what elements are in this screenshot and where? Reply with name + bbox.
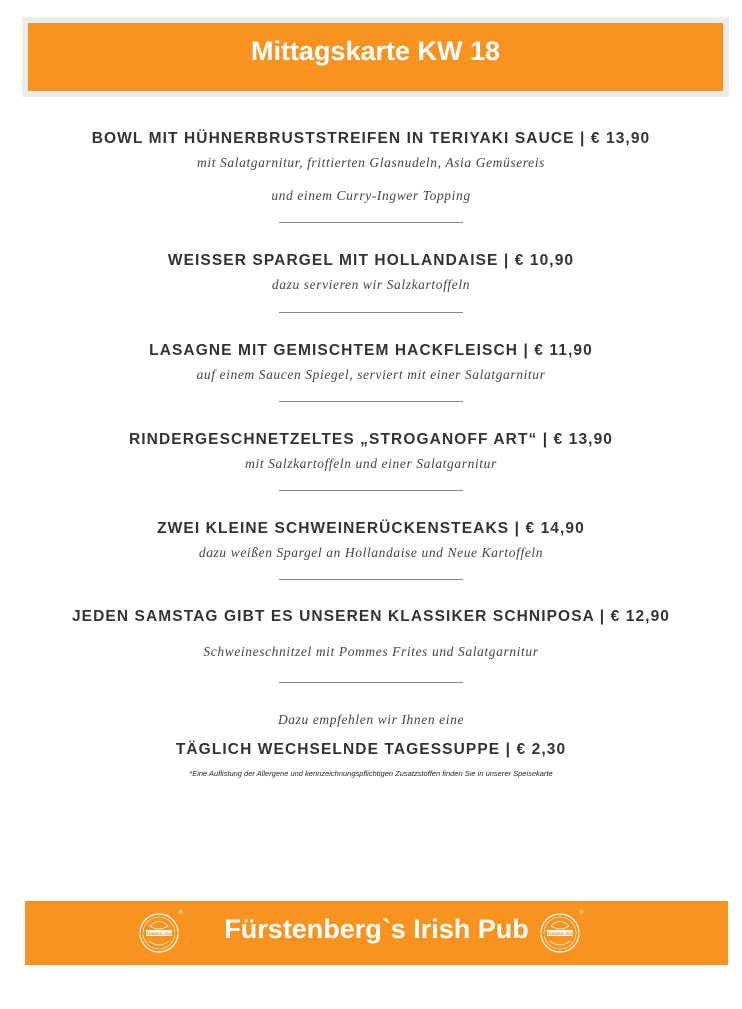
dish-description: dazu weißen Spargel an Hollandaise und Neue Kartoffeln [198,545,544,560]
header-banner [28,23,723,91]
menu-item-lasagne [0,313,742,401]
dish-description: und einem Curry-Ingwer Topping [271,188,471,203]
dish-description: auf einem Saucen Spiegel, serviert mit einer Salatgarnitur [196,367,546,382]
menu-item-schniposa [0,580,742,682]
dish-title: BOWL MIT HÜHNERBRUSTSTREIFEN IN TERIYAKI SAUCE | € 13,90 [91,130,651,147]
pub-name: Fürstenberg`s Irish Pub [224,914,529,944]
menu-item-bowl [0,126,742,222]
dish-title: ZWEI KLEINE SCHWEINERÜCKENSTEAKS | € 14,90 [157,520,585,537]
dish-title: JEDEN SAMSTAG GIBT ES UNSEREN KLASSIKER SCHNIPOSA | € 12,90 [71,608,671,625]
dish-description: mit Salatgarnitur, frittierten Glasnudeln, Asia Gemüsereis [197,155,545,170]
footer-banner [25,901,728,965]
soup-section [0,683,742,778]
svg-text:®: ® [579,910,584,916]
pub-logo-right [534,908,586,956]
svg-text:FÜRSTENBERG IRISH PUB: FÜRSTENBERG IRISH PUB [534,931,586,936]
dish-title: RINDERGESCHNETZELTES „STROGANOFF ART“ | € 13,90 [128,431,614,448]
menu-list [0,126,742,778]
dish-description: mit Salzkartoffeln und einer Salatgarnitur [245,456,497,471]
page-title: Mittagskarte KW 18 [250,36,501,66]
menu-item-spargel [0,223,742,312]
allergen-footnote: *Eine Auflistung der Allergene und kennzeichnungspflichtigen Zusatzstoffen finden Sie in unserer Speisekarte [189,769,553,778]
svg-text:FÜRSTENBERG IRISH PUB: FÜRSTENBERG IRISH PUB [133,931,185,936]
soup-title: TÄGLICH WECHSELNDE TAGESSUPPE | € 2,30 [175,741,567,758]
dish-description: dazu servieren wir Salzkartoffeln [271,277,471,292]
menu-item-stroganoff [0,402,742,490]
svg-text:®: ® [178,910,183,916]
soup-intro: Dazu empfehlen wir Ihnen eine [277,712,465,727]
dish-description: Schweineschnitzel mit Pommes Frites und Salatgarnitur [203,644,539,659]
dish-title: WEISSER SPARGEL MIT HOLLANDAISE | € 10,90 [167,252,575,269]
dish-title: LASAGNE MIT GEMISCHTEM HACKFLEISCH | € 11,90 [149,342,593,359]
menu-item-steaks [0,491,742,579]
